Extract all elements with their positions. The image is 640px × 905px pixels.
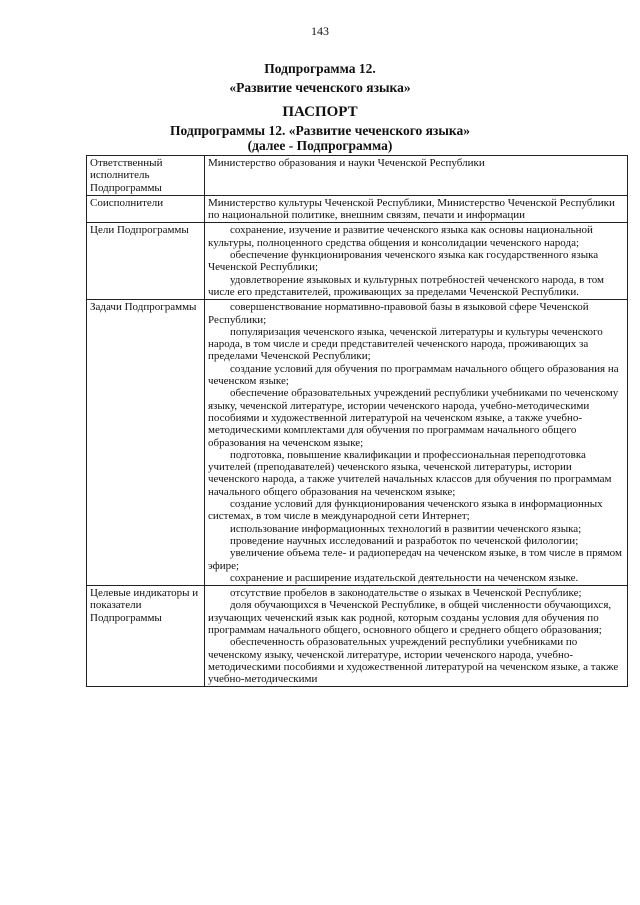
row-content-paragraph: популяризация чеченского языка, чеченской литературы и культуры чеченского народа, в том числе и среди представителей чеченского народа, проживающих за пределами Чеченской Республики;	[208, 325, 603, 363]
row-label-cell	[87, 300, 205, 586]
row-content-paragraph: обеспеченность образовательных учреждений республики учебниками по чеченскому языку, чеченской литературе, истории чеченского народа, учебно-методическими пособиями и художественной литературой на чеченском языке, а также учебно-методическими	[208, 636, 619, 686]
row-content-paragraph: Министерство культуры Чеченской Республики, Министерство Чеченской Республики по национальной политике, внешним связям, печати и информации	[208, 196, 615, 222]
row-content-paragraph: отсутствие пробелов в законодательстве о языках в Чеченской Республике;	[230, 587, 582, 600]
passport-table	[86, 155, 628, 687]
row-content-paragraph: проведение научных исследований и разработок по чеченской филологии;	[230, 534, 579, 547]
table-row	[87, 156, 628, 196]
table-row	[87, 223, 628, 300]
row-content-paragraph: обеспечение образовательных учреждений республики учебниками по чеченскому языку, чеченской литературе, истории чеченского народа, учебно-методическими пособиями и художественной литературой на чеченском языке, а также учебно-методическими комплектами для обучения по программам начального общего образования на чеченском языке;	[208, 387, 619, 449]
row-label-cell	[87, 223, 205, 300]
row-label: Целевые индикаторы и показатели Подпрограммы	[90, 587, 199, 624]
table-row	[87, 300, 628, 586]
row-content-cell	[205, 300, 628, 586]
row-content-paragraph: обеспечение функционирования чеченского языка как государственного языка Чеченской Республики;	[208, 249, 599, 274]
passport-subtitle-note: (далее - Подпрограмма)	[247, 138, 393, 153]
table-row	[87, 195, 628, 223]
row-content-cell	[205, 223, 628, 300]
row-content-paragraph: совершенствование нормативно-правовой базы в языковой сфере Чеченской Республики;	[208, 301, 589, 326]
row-content-paragraph: Министерство образования и науки Чеченской Республики	[208, 157, 485, 169]
row-content-paragraph: создание условий для функционирования чеченского языка в информационных системах, в том числе в международной сети Интернет;	[208, 498, 603, 523]
row-content-paragraph: увеличение объема теле- и радиопередач на чеченском языке, в том числе в прямом эфире;	[208, 547, 622, 572]
passport-table-body	[87, 156, 628, 687]
table-row	[87, 586, 628, 687]
row-label: Соисполнители	[90, 196, 164, 209]
passport-heading: ПАСПОРТ	[282, 104, 358, 120]
passport-subtitle: Подпрограммы 12. «Развитие чеченского языка»	[170, 123, 470, 138]
row-label: Ответственный исполнитель Подпрограммы	[90, 157, 163, 194]
row-content-paragraph: использование информационных технологий в развитии чеченского языка;	[230, 522, 582, 535]
row-label: Задачи Подпрограммы	[90, 301, 197, 314]
row-content-paragraph: доля обучающихся в Чеченской Республике, в общей численности обучающихся, изучающих чеченский язык как родной, которым созданы условия для обучения по программам начального общего, основного общего и среднего общего образования;	[208, 599, 612, 636]
subprogram-name: «Развитие чеченского языка»	[229, 80, 411, 95]
row-content-paragraph: сохранение, изучение и развитие чеченского языка как основы национальной культуры, полноценного средства общения и консолидации чеченского народа;	[208, 224, 593, 249]
row-content-cell	[205, 586, 628, 687]
row-label-cell	[87, 156, 205, 196]
row-content-paragraph: удовлетворение языковых и культурных потребностей чеченского народа, в том числе его представителей, проживающих за пределами Чеченской Республики.	[208, 273, 604, 298]
row-label: Цели Подпрограммы	[90, 224, 189, 237]
row-label-cell	[87, 195, 205, 223]
row-content-cell	[205, 156, 628, 196]
row-content-paragraph: подготовка, повышение квалификации и профессиональная переподготовка учителей (преподавателей) чеченского языка, чеченской литературы, истории чеченского народа, а также учителей начальных классов для обучения по программам начального общего образования на чеченском языке;	[208, 448, 612, 498]
row-label-cell	[87, 586, 205, 687]
row-content-cell	[205, 195, 628, 223]
page-number: 143	[311, 24, 329, 38]
subprogram-title: Подпрограмма 12.	[264, 61, 376, 76]
row-content-paragraph: создание условий для обучения по программам начального общего образования на чеченском языке;	[208, 362, 619, 388]
row-content-paragraph: сохранение и расширение издательской деятельности на чеченском языке.	[230, 571, 579, 584]
